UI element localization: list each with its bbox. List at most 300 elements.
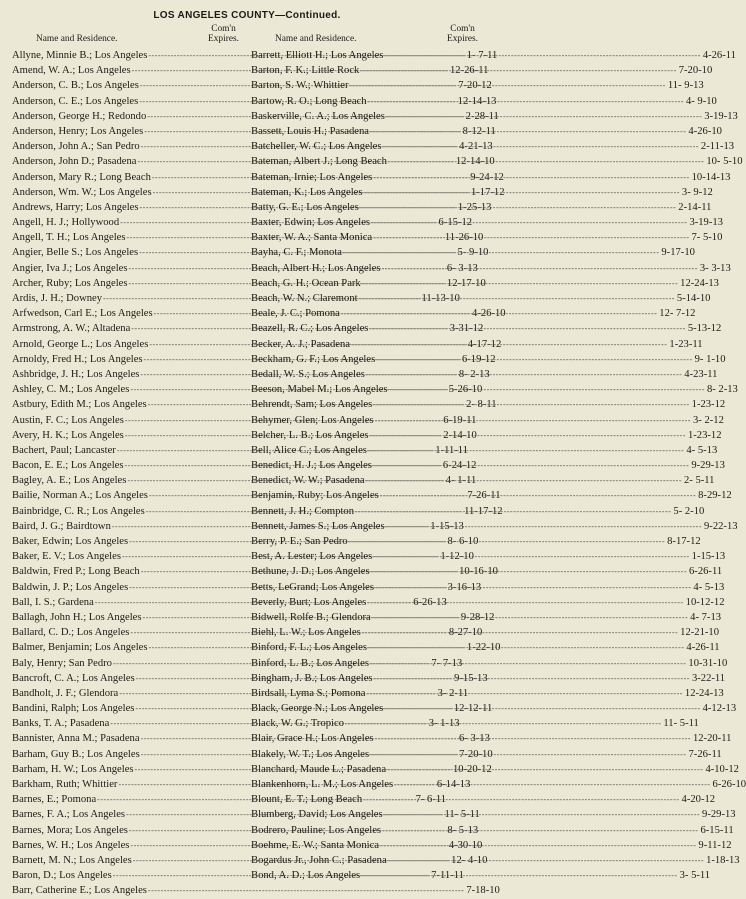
entry-expiry-date: 7-20-12 xyxy=(458,80,492,92)
entry-name-residence: Benjamin, Ruby; Los Angeles xyxy=(251,490,379,502)
entry-expiry-date: 12-14-13 xyxy=(457,95,497,107)
entry-expiry-date: 9-24-12 xyxy=(470,171,504,183)
commission-expires-heading xyxy=(447,24,478,44)
entry-name-residence: Barkham, Ruth; Whittier xyxy=(12,779,118,790)
dot-leader xyxy=(383,701,701,716)
dot-leader xyxy=(362,792,680,807)
entry-name-residence: Binford, F. L.; Los Angeles xyxy=(251,642,367,654)
entry-name-residence: Astbury, Edith M.; Los Angeles xyxy=(12,399,147,411)
entry-name-residence: Bateman, K.; Los Angeles xyxy=(251,186,363,198)
entry-expiry-date: 2- 5-11 xyxy=(683,475,715,487)
entry-name-residence: Anderson, Wm. W.; Los Angeles xyxy=(12,186,152,198)
dot-leader xyxy=(369,656,687,671)
dot-leader xyxy=(372,397,690,412)
directory-entry xyxy=(251,564,723,579)
dot-leader xyxy=(383,807,701,822)
entry-name-residence: Barnes, E.; Pomona xyxy=(12,794,97,806)
entry-name-residence: Bassett, Louis H.; Pasadena xyxy=(251,125,369,137)
entry-expiry-date: 2-28-11 xyxy=(465,110,499,122)
entry-expiry-date: 1-22-10 xyxy=(466,642,501,654)
entry-expiry-date: 11-17-12 xyxy=(464,505,503,517)
dot-leader xyxy=(379,488,697,503)
directory-entry xyxy=(251,291,711,306)
entry-expiry-date: 12-26-11 xyxy=(450,65,489,77)
entry-expiry-date: 3-19-13 xyxy=(704,110,738,122)
dot-leader xyxy=(369,124,687,139)
entry-expiry-date: 2-14-10 xyxy=(443,429,477,441)
entry-name-residence: Bateman, Irnie; Los Angeles xyxy=(251,171,373,183)
entry-name-residence: Blair, Grace H.; Los Angeles xyxy=(251,733,374,745)
entry-name-residence: Bond, A. D.; Los Angeles xyxy=(251,870,361,882)
right-column-header xyxy=(251,24,482,48)
dot-leader xyxy=(342,245,660,260)
entry-name-residence: Angell, H. J.; Hollywood xyxy=(12,217,120,229)
entry-expiry-date: 6-19-12 xyxy=(461,353,496,365)
dot-leader xyxy=(388,382,706,397)
entry-expiry-date: 12-17-10 xyxy=(446,277,486,289)
dot-leader xyxy=(365,473,683,488)
directory-entry xyxy=(251,443,718,458)
entry-expiry-date: 2- 8-11 xyxy=(466,399,497,411)
entry-expiry-date: 11- 9-13 xyxy=(667,80,704,92)
entry-expiry-date: 7-11-11 xyxy=(431,870,464,882)
dot-leader xyxy=(372,458,690,473)
entry-name-residence: Austin, F. C.; Los Angeles xyxy=(12,414,124,426)
directory-entry xyxy=(251,63,713,78)
entry-name-residence: Baxter, Edwin; Los Angeles xyxy=(251,217,371,229)
entry-name-residence: Baly, Henry; San Pedro xyxy=(12,657,112,669)
directory-entry xyxy=(251,48,736,63)
entry-expiry-date: 3- 5-11 xyxy=(679,870,711,882)
entry-name-residence: Berry, P. E.; San Pedro xyxy=(251,536,348,547)
entry-expiry-date: 11- 5-11 xyxy=(663,718,699,730)
entry-name-residence: Bandholt, J. F.; Glendora xyxy=(12,687,119,699)
entry-expiry-date: 4-21-13 xyxy=(459,141,493,153)
directory-entry xyxy=(251,154,743,169)
directory-entry xyxy=(251,94,717,109)
entry-expiry-date: 7- 6-11 xyxy=(415,794,447,806)
entry-name-residence: Barnes, Mora; Los Angeles xyxy=(12,824,128,836)
entry-name-residence: Baskerville, C. A.; Los Angeles xyxy=(251,110,385,122)
entry-name-residence: Boehme, E. W.; Santa Monica xyxy=(251,839,379,851)
directory-entry xyxy=(251,656,728,671)
entry-name-residence: Barrett, Elliott H.; Los Angeles xyxy=(251,50,384,61)
entry-name-residence: Bachert, Paul; Lancaster xyxy=(12,444,116,456)
entry-name-residence: Anderson, C. B.; Los Angeles xyxy=(12,80,139,92)
entry-name-residence: Bagley, A. E.; Los Angeles xyxy=(12,475,127,487)
directory-entry xyxy=(251,549,726,564)
entry-expiry-date: 2-11-13 xyxy=(700,141,735,153)
entry-expiry-date: 10-14-13 xyxy=(691,171,731,183)
entry-name-residence: Bannister, Anna M.; Pasadena xyxy=(12,733,140,745)
dot-leader xyxy=(387,853,705,868)
entry-name-residence: Anderson, Mary R.; Long Beach xyxy=(12,171,151,183)
name-residence-heading: Name and Residence. xyxy=(275,34,357,44)
entry-name-residence: Binford, L. B.; Los Angeles xyxy=(251,657,369,669)
entry-expiry-date: 7- 7-13 xyxy=(431,657,463,669)
entry-expiry-date: 6-26-10 xyxy=(712,779,746,790)
dot-leader xyxy=(385,109,703,124)
entry-expiry-date: 12-24-13 xyxy=(680,277,719,289)
entry-expiry-date: 4-20-12 xyxy=(681,794,716,806)
entry-name-residence: Baldwin, Fred P.; Long Beach xyxy=(12,566,140,578)
entry-expiry-date: 12-12-11 xyxy=(453,703,493,715)
entry-expiry-date: 4-26-11 xyxy=(686,642,720,654)
entry-expiry-date: 3- 3-13 xyxy=(699,262,731,274)
dot-leader xyxy=(375,352,693,367)
directory-entry xyxy=(251,321,722,336)
entry-expiry-date: 6-15-12 xyxy=(438,217,473,229)
entry-expiry-date: 8- 2-13 xyxy=(458,368,490,380)
entry-expiry-date: 1-12-10 xyxy=(440,551,474,563)
directory-entry xyxy=(251,124,722,139)
entry-name-residence: Baird, J. G.; Bairdtown xyxy=(12,520,111,532)
entry-expiry-date: 4-12-13 xyxy=(702,703,737,715)
entry-name-residence: Ballagh, John H.; Los Angeles xyxy=(12,611,142,623)
entry-name-residence: Beach, Albert H.; Los Angeles xyxy=(251,262,381,274)
entry-name-residence: Arnold, George L.; Los Angeles xyxy=(12,338,149,350)
entry-name-residence: Birdsall, Lyma S.; Pomona xyxy=(251,687,366,699)
entry-expiry-date: 6-15-11 xyxy=(700,824,734,836)
entry-name-residence: Becker, A. J.; Pasadena xyxy=(251,338,351,350)
entry-name-residence: Baxter, W. A.; Santa Monica xyxy=(251,232,373,244)
entry-expiry-date: 9-22-13 xyxy=(704,520,738,532)
entry-name-residence: Avery, H. K.; Los Angeles xyxy=(12,429,124,441)
entry-expiry-date: 8- 5-13 xyxy=(447,824,479,836)
entry-name-residence: Angell, T. H.; Los Angeles xyxy=(12,232,126,244)
directory-entry xyxy=(251,807,736,822)
entry-name-residence: Beazell, R. C.; Los Angeles xyxy=(251,323,369,335)
entry-name-residence: Blakely, W. T.; Los Angeles xyxy=(251,748,370,760)
left-column-header xyxy=(12,24,243,48)
entry-name-residence: Allyne, Minnie B.; Los Angeles xyxy=(12,50,148,61)
entry-expiry-date: 6-26-13 xyxy=(413,596,447,608)
directory-entry xyxy=(251,245,695,260)
directory-entry xyxy=(251,382,738,397)
entry-name-residence: Barton, F. K.; Little Rock xyxy=(251,65,360,77)
entry-expiry-date: 7-18-10 xyxy=(466,885,500,897)
entry-name-residence: Belcher, L. B.; Los Angeles xyxy=(251,429,369,441)
directory-entry xyxy=(251,792,716,807)
dot-leader xyxy=(348,534,666,549)
directory-entry xyxy=(251,686,724,701)
entry-expiry-date: 3- 2-12 xyxy=(692,414,724,426)
entry-expiry-date: 12- 7-12 xyxy=(659,308,696,320)
dot-leader xyxy=(369,428,687,443)
directory-entry xyxy=(251,261,731,276)
directory-entry xyxy=(251,731,732,746)
dot-leader xyxy=(350,337,668,352)
entry-name-residence: Arfwedson, Carl E.; Los Angeles xyxy=(12,308,153,320)
entry-expiry-date: 9-15-13 xyxy=(454,672,488,684)
expires-label: Expires. xyxy=(208,34,239,44)
entry-expiry-date: 1-11-11 xyxy=(435,444,469,456)
entry-name-residence: Ashley, C. M.; Los Angeles xyxy=(12,384,130,396)
entry-expiry-date: 9-28-12 xyxy=(460,611,495,623)
entry-name-residence: Blount, E. T.; Long Beach xyxy=(251,794,363,806)
dot-leader xyxy=(340,306,658,321)
entry-name-residence: Beverly, Burt; Los Angeles xyxy=(251,596,367,608)
entry-expiry-date: 12-20-11 xyxy=(692,733,732,745)
entry-expiry-date: 4-23-11 xyxy=(684,368,718,380)
entry-expiry-date: 4- 5-13 xyxy=(686,444,718,456)
entry-name-residence: Ball, I. S.; Gardena xyxy=(12,596,94,608)
dot-leader xyxy=(383,48,701,63)
entry-name-residence: Blumberg, David; Los Angeles xyxy=(251,809,383,821)
dot-leader xyxy=(360,868,678,883)
directory-entry xyxy=(251,109,738,124)
entry-expiry-date: 11-26-10 xyxy=(444,232,484,244)
entry-name-residence: Blanchard, Maude L.; Pasadena xyxy=(251,763,387,775)
entry-name-residence: Behrendt, Sam; Los Angeles xyxy=(251,399,373,411)
directory-entry xyxy=(251,838,732,853)
entry-expiry-date: 9-29-13 xyxy=(702,809,736,821)
entry-expiry-date: 10-16-10 xyxy=(459,566,498,578)
dot-leader xyxy=(363,185,681,200)
entry-name-residence: Anderson, Henry; Los Angeles xyxy=(12,125,144,137)
entry-name-residence: Bodrero, Pauline; Los Angeles xyxy=(251,824,382,836)
entry-expiry-date: 3- 2-11 xyxy=(437,687,469,699)
directory-entry xyxy=(251,519,738,534)
dot-leader xyxy=(365,367,683,382)
entry-expiry-date: 4-10-12 xyxy=(705,763,739,775)
expires-label: Expires. xyxy=(447,34,478,44)
dot-leader xyxy=(387,154,705,169)
directory-entry xyxy=(251,716,699,731)
dot-leader xyxy=(369,747,687,762)
directory-entry xyxy=(251,701,737,716)
directory-entry xyxy=(251,200,712,215)
entry-expiry-date: 3-16-13 xyxy=(447,581,482,593)
entry-expiry-date: 10-31-10 xyxy=(688,657,728,669)
entry-expiry-date: 3-22-11 xyxy=(691,672,726,684)
dot-leader xyxy=(367,94,685,109)
entry-expiry-date: 6-14-13 xyxy=(436,779,471,790)
entry-name-residence: Bennett, James S.; Los Angeles xyxy=(251,520,385,532)
entry-expiry-date: 4- 1-11 xyxy=(445,475,477,487)
directory-entry xyxy=(251,595,725,610)
entry-name-residence: Bingham, J. B.; Los Angeles xyxy=(251,672,373,684)
entry-expiry-date: 8-29-12 xyxy=(698,490,732,502)
entry-expiry-date: 7-26-11 xyxy=(467,490,501,502)
entry-expiry-date: 11-13-10 xyxy=(421,293,460,304)
page-title: LOS ANGELES COUNTY—Continued. xyxy=(153,10,341,21)
dot-leader xyxy=(386,762,704,777)
entry-name-residence: Bacon, E. E.; Los Angeles xyxy=(12,460,124,472)
directory-entry xyxy=(251,230,723,245)
entry-expiry-date: 12-21-10 xyxy=(680,627,720,639)
directory-entry xyxy=(251,428,722,443)
entry-name-residence: Bartow, R. O.; Long Beach xyxy=(251,95,367,107)
entry-name-residence: Baker, Edwin; Los Angeles xyxy=(12,536,129,547)
entry-name-residence: Beach, W. N.; Claremont xyxy=(251,293,358,304)
entry-expiry-date: 9- 1-10 xyxy=(694,353,726,365)
entry-expiry-date: 7-20-10 xyxy=(678,65,713,77)
dot-leader xyxy=(379,838,697,853)
entry-expiry-date: 7-20-10 xyxy=(459,748,493,760)
entry-name-residence: Angier, Belle S.; Los Angeles xyxy=(12,247,139,259)
entry-expiry-date: 6- 3-13 xyxy=(458,733,490,745)
directory-entry xyxy=(251,777,746,792)
entry-expiry-date: 8- 2-13 xyxy=(706,384,738,396)
dot-leader xyxy=(393,777,711,792)
entry-expiry-date: 12- 4-10 xyxy=(451,854,488,866)
entry-name-residence: Bayha, C. F.; Monota xyxy=(251,247,342,259)
directory-entry xyxy=(251,352,726,367)
directory-entry xyxy=(251,276,719,291)
dot-leader xyxy=(359,200,677,215)
entry-name-residence: Barton, S. W.; Whittier xyxy=(251,80,349,92)
entry-name-residence: Baker, E. V.; Los Angeles xyxy=(12,551,121,563)
entry-expiry-date: 1-23-12 xyxy=(687,429,722,441)
entry-expiry-date: 8-17-12 xyxy=(667,536,701,547)
entry-expiry-date: 4- 7-13 xyxy=(690,611,722,623)
dot-leader xyxy=(361,625,679,640)
entry-name-residence: Banks, T. A.; Pasadena xyxy=(12,718,110,730)
directory-entry xyxy=(251,853,740,868)
entry-expiry-date: 4- 5-13 xyxy=(693,581,725,593)
comn-label: Com'n xyxy=(450,24,475,34)
entry-expiry-date: 6-26-11 xyxy=(689,566,723,578)
entry-name-residence: Beeson, Mabel M.; Los Angeles xyxy=(251,384,388,396)
entry-name-residence: Behymer, Glen; Los Angeles xyxy=(251,414,374,426)
entry-name-residence: Bidwell, Rolfe B.; Glendora xyxy=(251,611,371,623)
directory-entry xyxy=(251,534,701,549)
directory-entry xyxy=(251,580,725,595)
dot-leader xyxy=(382,139,700,154)
comn-label: Com'n xyxy=(211,24,236,34)
entry-expiry-date: 5-14-10 xyxy=(676,293,711,304)
entry-expiry-date: 6- 3-13 xyxy=(446,262,478,274)
directory-entry xyxy=(251,458,725,473)
directory-entry xyxy=(251,413,724,428)
entry-expiry-date: 5- 2-10 xyxy=(673,505,705,517)
entry-expiry-date: 9-29-13 xyxy=(691,460,725,472)
directory-entry xyxy=(251,762,739,777)
dot-leader xyxy=(374,580,692,595)
entry-name-residence: Bailie, Norman A.; Los Angeles xyxy=(12,490,148,502)
entry-name-residence: Andrews, Harry; Los Angeles xyxy=(12,201,139,213)
directory-entry xyxy=(251,367,718,382)
entry-name-residence: Blankenhorn, L. M.; Los Angeles xyxy=(251,779,394,790)
dot-leader xyxy=(374,413,692,428)
entry-name-residence: Ardis, J. H.; Downey xyxy=(12,293,103,304)
entry-expiry-date: 10-20-12 xyxy=(452,763,492,775)
entry-expiry-date: 3-19-13 xyxy=(689,217,723,229)
entry-name-residence: Beach, G. H.; Ocean Park xyxy=(251,277,361,289)
entry-name-residence: Benedict, H. J.; Los Angeles xyxy=(251,460,372,472)
entry-name-residence: Batcheller, W. C.; Los Angeles xyxy=(251,141,382,153)
directory-entry xyxy=(251,671,726,686)
entry-name-residence: Bogardus Jr., John C.; Pasadena xyxy=(251,854,387,866)
entry-expiry-date: 4- 9-10 xyxy=(685,95,717,107)
dot-leader xyxy=(370,564,688,579)
dot-leader xyxy=(359,63,677,78)
entry-name-residence: Bethune, J. D.; Los Angeles xyxy=(251,566,370,578)
entry-expiry-date: 1-23-12 xyxy=(691,399,726,411)
entry-expiry-date: 1- 7-11 xyxy=(466,50,498,61)
entry-name-residence: Bennett, J. H.; Compton xyxy=(251,505,354,517)
directory-entry xyxy=(251,397,726,412)
entry-expiry-date: 5- 9-10 xyxy=(457,247,489,259)
entry-name-residence: Anderson, George H.; Redondo xyxy=(12,110,147,122)
entry-expiry-date: 11- 5-11 xyxy=(444,809,480,821)
entry-name-residence: Ballard, C. D.; Los Angeles xyxy=(12,627,130,639)
entry-name-residence: Best, A. Lester; Los Angeles xyxy=(251,551,373,563)
entry-name-residence: Balmer, Benjamin; Los Angeles xyxy=(12,642,148,654)
dot-leader xyxy=(367,443,685,458)
dot-leader xyxy=(344,716,662,731)
dot-leader xyxy=(354,504,672,519)
dot-leader xyxy=(370,215,688,230)
entry-name-residence: Baron, D.; Los Angeles xyxy=(12,870,112,882)
entry-name-residence: Archer, Ruby; Los Angeles xyxy=(12,277,128,289)
entry-name-residence: Bancroft, C. A.; Los Angeles xyxy=(12,672,135,684)
entry-name-residence: Bell, Alice C.; Los Angeles xyxy=(251,444,367,456)
dot-leader xyxy=(372,170,690,185)
entry-expiry-date: 9-17-10 xyxy=(661,247,695,259)
entry-expiry-date: 7-26-11 xyxy=(688,748,722,760)
directory-entry xyxy=(251,610,722,625)
entry-name-residence: Armstrong, A. W.; Altadena xyxy=(12,323,131,335)
directory-entry xyxy=(251,868,711,883)
entry-expiry-date: 6-19-11 xyxy=(443,414,477,426)
entry-expiry-date: 1-17-12 xyxy=(470,186,505,198)
directory-entry xyxy=(12,883,500,898)
entry-name-residence: Barnes, W. H.; Los Angeles xyxy=(12,839,130,851)
entry-name-residence: Angier, Iva J.; Los Angeles xyxy=(12,262,128,274)
entry-name-residence: Batty, G. E.; Los Angeles xyxy=(251,201,359,213)
directory-columns xyxy=(12,24,746,899)
dot-leader xyxy=(380,261,698,276)
entry-name-residence: Baldwin, J. P.; Los Angeles xyxy=(12,581,129,593)
entry-expiry-date: 8- 6-10 xyxy=(447,536,479,547)
directory-entry xyxy=(251,473,715,488)
name-residence-heading: Name and Residence. xyxy=(36,34,118,44)
entry-name-residence: Bandini, Ralph; Los Angeles xyxy=(12,703,135,715)
directory-entry xyxy=(251,78,704,93)
entry-expiry-date: 10- 5-10 xyxy=(706,156,743,168)
entry-expiry-date: 6-24-12 xyxy=(442,460,477,472)
entry-expiry-date: 1-23-11 xyxy=(669,338,703,350)
entry-name-residence: Beale, J. C.; Pomona xyxy=(251,308,340,320)
entry-expiry-date: 3- 9-12 xyxy=(681,186,713,198)
dot-leader xyxy=(365,686,683,701)
entry-expiry-date: 8-27-10 xyxy=(448,627,483,639)
entry-name-residence: Biehl, L. W.; Los Angeles xyxy=(251,627,361,639)
dot-leader xyxy=(374,731,692,746)
directory-entry xyxy=(251,625,720,640)
dot-leader xyxy=(371,610,689,625)
entry-expiry-date: 5-13-12 xyxy=(687,323,722,335)
entry-expiry-date: 5-26-10 xyxy=(448,384,483,396)
entry-expiry-date: 9-11-12 xyxy=(698,839,732,851)
entry-expiry-date: 1-15-13 xyxy=(430,520,464,532)
entry-name-residence: Barham, H. W.; Los Angeles xyxy=(12,763,134,775)
dot-leader xyxy=(385,519,703,534)
dot-leader xyxy=(368,321,686,336)
entry-expiry-date: 1-18-13 xyxy=(706,854,740,866)
dot-leader xyxy=(361,276,679,291)
entry-name-residence: Bedall, W. S.; Los Angeles xyxy=(251,368,365,380)
entry-name-residence: Barnett, M. N.; Los Angeles xyxy=(12,854,132,866)
dot-leader xyxy=(367,640,685,655)
entry-expiry-date: 4-26-11 xyxy=(702,50,736,61)
entry-expiry-date: 12-24-13 xyxy=(684,687,724,699)
entry-expiry-date: 4-26-10 xyxy=(472,308,506,320)
entry-expiry-date: 3- 1-13 xyxy=(428,718,460,730)
dot-leader xyxy=(349,78,667,93)
